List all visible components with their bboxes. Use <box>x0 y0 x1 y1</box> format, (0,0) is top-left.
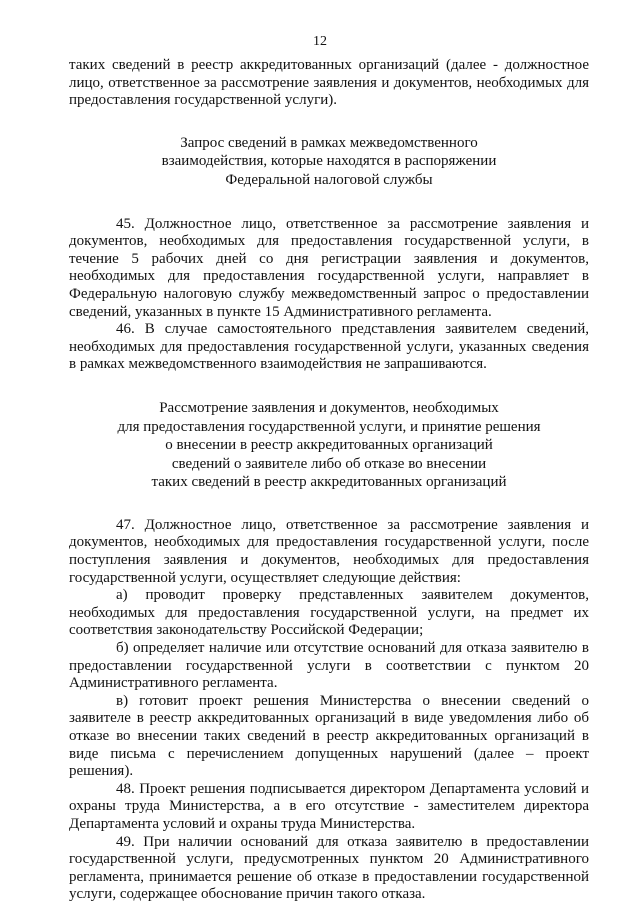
heading-line: о внесении в реестр аккредитованных организаций <box>165 437 493 454</box>
heading-line: Запрос сведений в рамках межведомственного <box>180 134 478 151</box>
paragraph-47-b: б) определяет наличие или отсутствие оснований для отказа заявителю в предоставлении государственной услуги в соответствии с пунктом 20 Административного регламента. <box>69 640 589 692</box>
heading-line: Рассмотрение заявления и документов, необходимых <box>159 399 499 416</box>
heading-line: Федеральной налоговой службы <box>225 171 433 188</box>
intro-paragraph: таких сведений в реестр аккредитованных организаций (далее - должностное лицо, ответственное за рассмотрение заявления и документов, необходимых для предоставления государственной услуги). <box>69 57 589 109</box>
heading-line: взаимодействия, которые находятся в распоряжении <box>161 153 497 170</box>
paragraph-45: 45. Должностное лицо, ответственное за рассмотрение заявления и документов, необходимых для предоставления государственной услуги, в течение 5 рабочих дней со дня регистрации заявления и документов, необходимых для предоставления государственной услуги, направляет в Федеральную налоговую службу межведомственный запрос о предоставлении сведений, указанных в пункте 15 Административного регламента. <box>69 215 589 320</box>
paragraph-49: 49. При наличии оснований для отказа заявителю в предоставлении государственной услуги, предусмотренных пунктом 20 Административного регламента, принимается решение об отказе в предоставлении государственной услуги, содержащее обоснование причин такого отказа. <box>69 833 589 903</box>
document-body <box>69 57 589 904</box>
paragraph-47: 47. Должностное лицо, ответственное за рассмотрение заявления и документов, необходимых для предоставления государственной услуги, после поступления заявления и документов, необходимых для предоставления государственной услуги, осуществляет следующие действия: <box>69 516 589 586</box>
heading-line: сведений о заявителе либо об отказе во внесении <box>171 455 487 472</box>
heading-line: для предоставления государственной услуги, и принятие решения <box>117 418 541 435</box>
section-heading-application-review <box>69 399 589 492</box>
paragraph-47-c: в) готовит проект решения Министерства о внесении сведений о заявителе в реестр аккредитованных организаций в виде уведомления либо об отказе во внесении таких сведений в реестр аккредитованных организаций в виде письма с перечислением допущенных нарушений (далее – проект решения). <box>69 692 589 780</box>
paragraph-46: 46. В случае самостоятельного представления заявителем сведений, необходимых для предоставления государственной услуги, указанных сведения в рамках межведомственного взаимодействия не запрашиваются. <box>69 321 589 373</box>
heading-line: таких сведений в реестр аккредитованных организаций <box>151 474 507 491</box>
paragraph-47-a: а) проводит проверку представленных заявителем документов, необходимых для предоставления государственной услуги, на предмет их соответствия законодательству Российской Федерации; <box>69 587 589 639</box>
paragraph-48: 48. Проект решения подписывается директором Департамента условий и охраны труда Министерства, а в его отсутствие - заместителем директора Департамента условий и охраны труда Министерства. <box>69 780 589 832</box>
page-number: 12 <box>313 34 327 49</box>
section-heading-interagency-request <box>69 134 589 190</box>
